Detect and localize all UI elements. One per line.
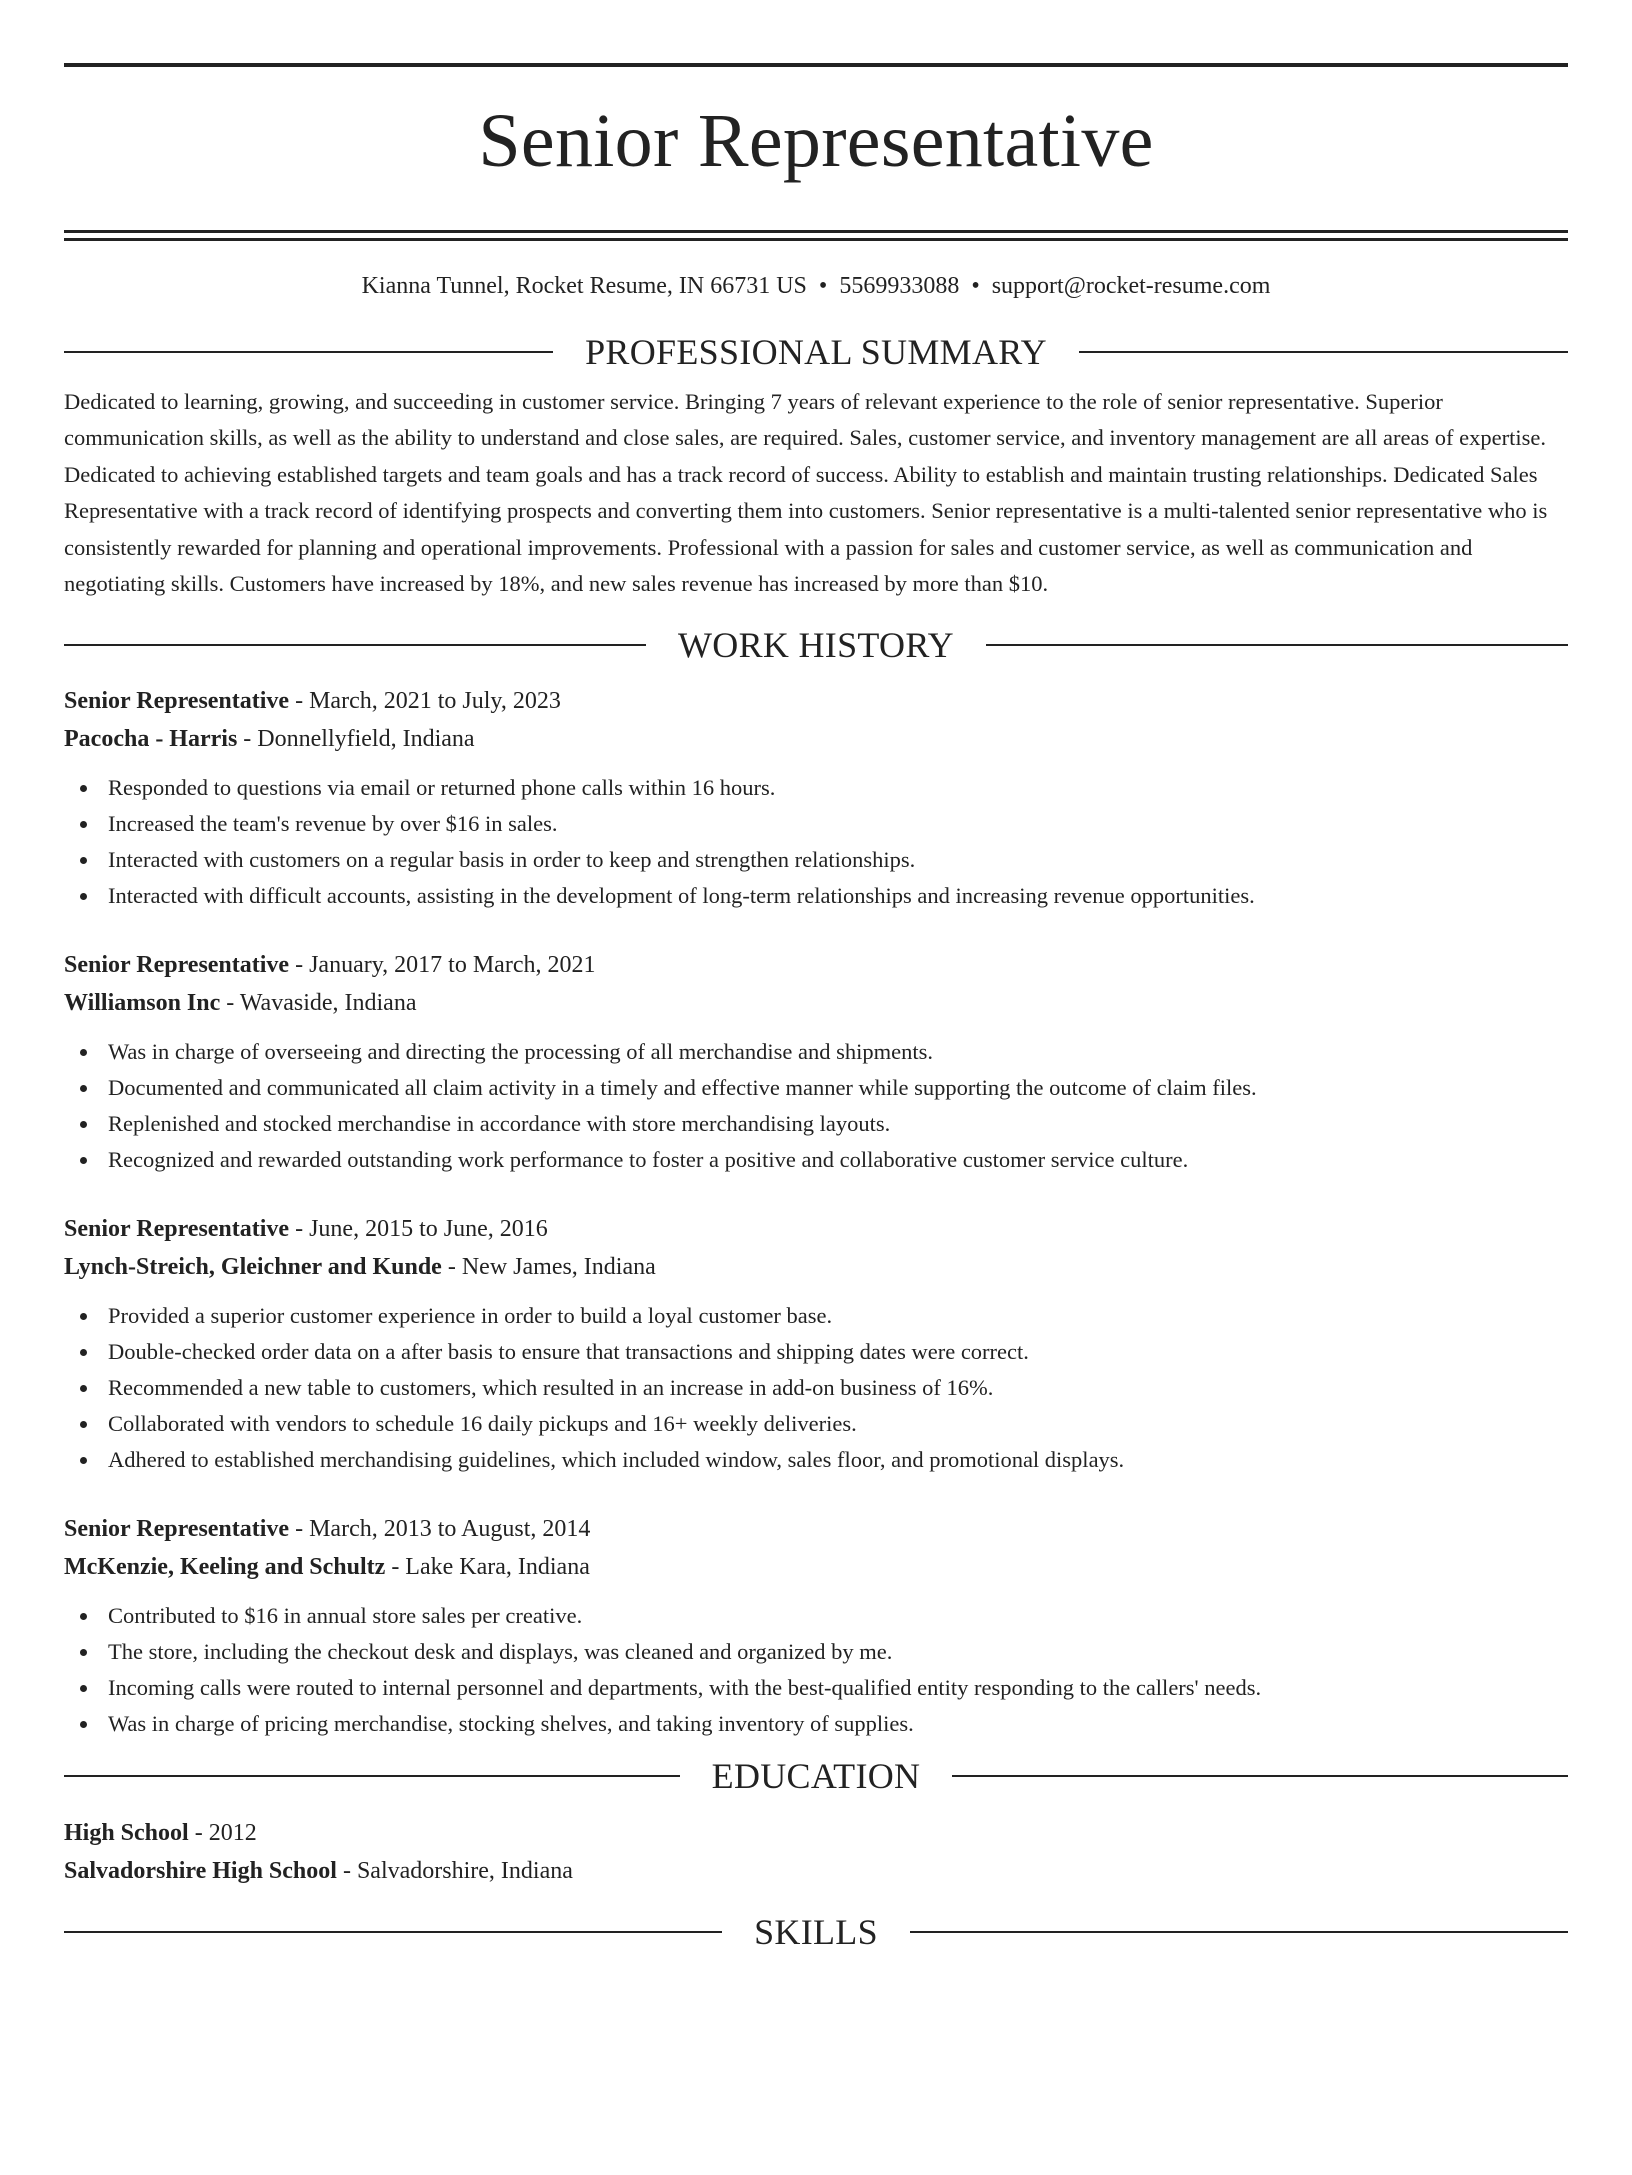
summary-heading-label: PROFESSIONAL SUMMARY	[585, 331, 1047, 372]
education-location: - Salvadorshire, Indiana	[336, 1857, 573, 1884]
education-degree: High School	[64, 1819, 189, 1846]
contact-line	[64, 270, 1568, 302]
job-role: Senior Representative	[64, 1515, 290, 1542]
job-entry	[64, 1210, 1568, 1478]
job-dates: - January, 2017 to March, 2021	[289, 951, 596, 978]
education-school: Salvadorshire High School	[64, 1857, 337, 1884]
job-location: - Donnellyfield, Indiana	[237, 725, 475, 752]
contact-separator: •	[818, 272, 828, 299]
job-location: - Lake Kara, Indiana	[385, 1553, 590, 1580]
job-bullet: Incoming calls were routed to internal personnel and departments, with the best-qualified entity responding to the callers' needs.	[64, 1670, 1568, 1706]
heading-rule	[910, 1931, 1568, 1933]
heading-rule	[64, 1931, 722, 1933]
section-heading-skills	[64, 1910, 1568, 1954]
job-bullets	[64, 770, 1568, 914]
education-entry	[64, 1814, 1568, 1890]
job-title-line	[64, 682, 1568, 720]
work-history-heading-label: WORK HISTORY	[678, 624, 954, 665]
job-bullet: Increased the team's revenue by over $16 in sales.	[64, 806, 1568, 842]
section-heading-education	[64, 1754, 1568, 1798]
title-double-rule	[64, 230, 1568, 241]
job-title-line	[64, 1510, 1568, 1548]
summary-text: Dedicated to learning, growing, and succeeding in customer service. Bringing 7 years of relevant experience to the role of senior representative. Superior communication skills, as well as the ability to understand and close sales, are required. Sales, customer service, and inventory management are all areas of expertise. Dedicated to achieving established targets and team goals and has a track record of success. Ability to establish and maintain trusting relationships. Dedicated Sales Representative with a track record of identifying prospects and converting them into customers. Senior representative is a multi-talented senior representative who is consistently rewarded for planning and operational improvements. Professional with a passion for sales and customer service, as well as communication and negotiating skills. Customers have increased by 18%, and new sales revenue has increased by more than $10.	[64, 388, 1548, 597]
education-heading-label: EDUCATION	[711, 1755, 921, 1796]
job-bullet: Double-checked order data on a after basis to ensure that transactions and shipping dates were correct.	[64, 1334, 1568, 1370]
job-title-line	[64, 946, 1568, 984]
job-company: Pacocha - Harris	[64, 725, 238, 752]
job-bullets	[64, 1298, 1568, 1478]
job-company: Williamson Inc	[64, 989, 221, 1016]
job-bullets	[64, 1598, 1568, 1742]
job-bullets	[64, 1034, 1568, 1178]
section-heading-work-history	[64, 623, 1568, 667]
contact-address: Kianna Tunnel, Rocket Resume, IN 66731 US	[361, 272, 807, 299]
contact-email: support@rocket-resume.com	[991, 272, 1271, 299]
education-school-line	[64, 1852, 1568, 1890]
resume-page	[0, 63, 1632, 2175]
job-bullet: The store, including the checkout desk and displays, was cleaned and organized by me.	[64, 1634, 1568, 1670]
job-bullet: Contributed to $16 in annual store sales per creative.	[64, 1598, 1568, 1634]
job-entry	[64, 946, 1568, 1178]
job-dates: - June, 2015 to June, 2016	[289, 1215, 548, 1242]
top-rule	[64, 63, 1568, 67]
skills-heading-label: SKILLS	[754, 1911, 878, 1952]
job-company-line	[64, 984, 1568, 1022]
heading-rule	[1079, 351, 1568, 353]
job-entry	[64, 682, 1568, 914]
job-bullet: Was in charge of overseeing and directing the processing of all merchandise and shipments.	[64, 1034, 1568, 1070]
job-bullet: Was in charge of pricing merchandise, stocking shelves, and taking inventory of supplies.	[64, 1706, 1568, 1742]
job-bullet: Adhered to established merchandising guidelines, which included window, sales floor, and promotional displays.	[64, 1442, 1568, 1478]
section-heading-summary	[64, 330, 1568, 374]
contact-phone: 5569933088	[839, 272, 960, 299]
job-bullet: Interacted with customers on a regular basis in order to keep and strengthen relationships.	[64, 842, 1568, 878]
job-location: - Wavaside, Indiana	[220, 989, 417, 1016]
job-bullet: Recognized and rewarded outstanding work performance to foster a positive and collaborative customer service culture.	[64, 1142, 1568, 1178]
heading-rule	[986, 644, 1568, 646]
education-degree-line	[64, 1814, 1568, 1852]
job-bullet: Collaborated with vendors to schedule 16 daily pickups and 16+ weekly deliveries.	[64, 1406, 1568, 1442]
heading-rule	[952, 1775, 1568, 1777]
job-title-line	[64, 1210, 1568, 1248]
job-bullet: Responded to questions via email or returned phone calls within 16 hours.	[64, 770, 1568, 806]
job-company: McKenzie, Keeling and Schultz	[64, 1553, 386, 1580]
job-role: Senior Representative	[64, 1215, 290, 1242]
job-bullet: Replenished and stocked merchandise in accordance with store merchandising layouts.	[64, 1106, 1568, 1142]
job-role: Senior Representative	[64, 687, 290, 714]
job-entry	[64, 1510, 1568, 1742]
job-role: Senior Representative	[64, 951, 290, 978]
job-bullet: Documented and communicated all claim activity in a timely and effective manner while supporting the outcome of claim files.	[64, 1070, 1568, 1106]
job-company-line	[64, 1548, 1568, 1586]
heading-rule	[64, 351, 553, 353]
job-company: Lynch-Streich, Gleichner and Kunde	[64, 1253, 442, 1280]
contact-separator: •	[971, 272, 980, 299]
job-bullet: Recommended a new table to customers, which resulted in an increase in add-on business of 16%.	[64, 1370, 1568, 1406]
job-location: - New James, Indiana	[441, 1253, 656, 1280]
resume-title: Senior Representative	[478, 99, 1154, 183]
job-company-line	[64, 1248, 1568, 1286]
heading-rule	[64, 644, 646, 646]
heading-rule	[64, 1775, 680, 1777]
education-year: - 2012	[188, 1819, 257, 1846]
job-dates: - March, 2021 to July, 2023	[289, 687, 561, 714]
job-dates: - March, 2013 to August, 2014	[289, 1515, 591, 1542]
job-bullet: Provided a superior customer experience in order to build a loyal customer base.	[64, 1298, 1568, 1334]
job-company-line	[64, 720, 1568, 758]
job-bullet: Interacted with difficult accounts, assisting in the development of long-term relationships and increasing revenue opportunities.	[64, 878, 1568, 914]
